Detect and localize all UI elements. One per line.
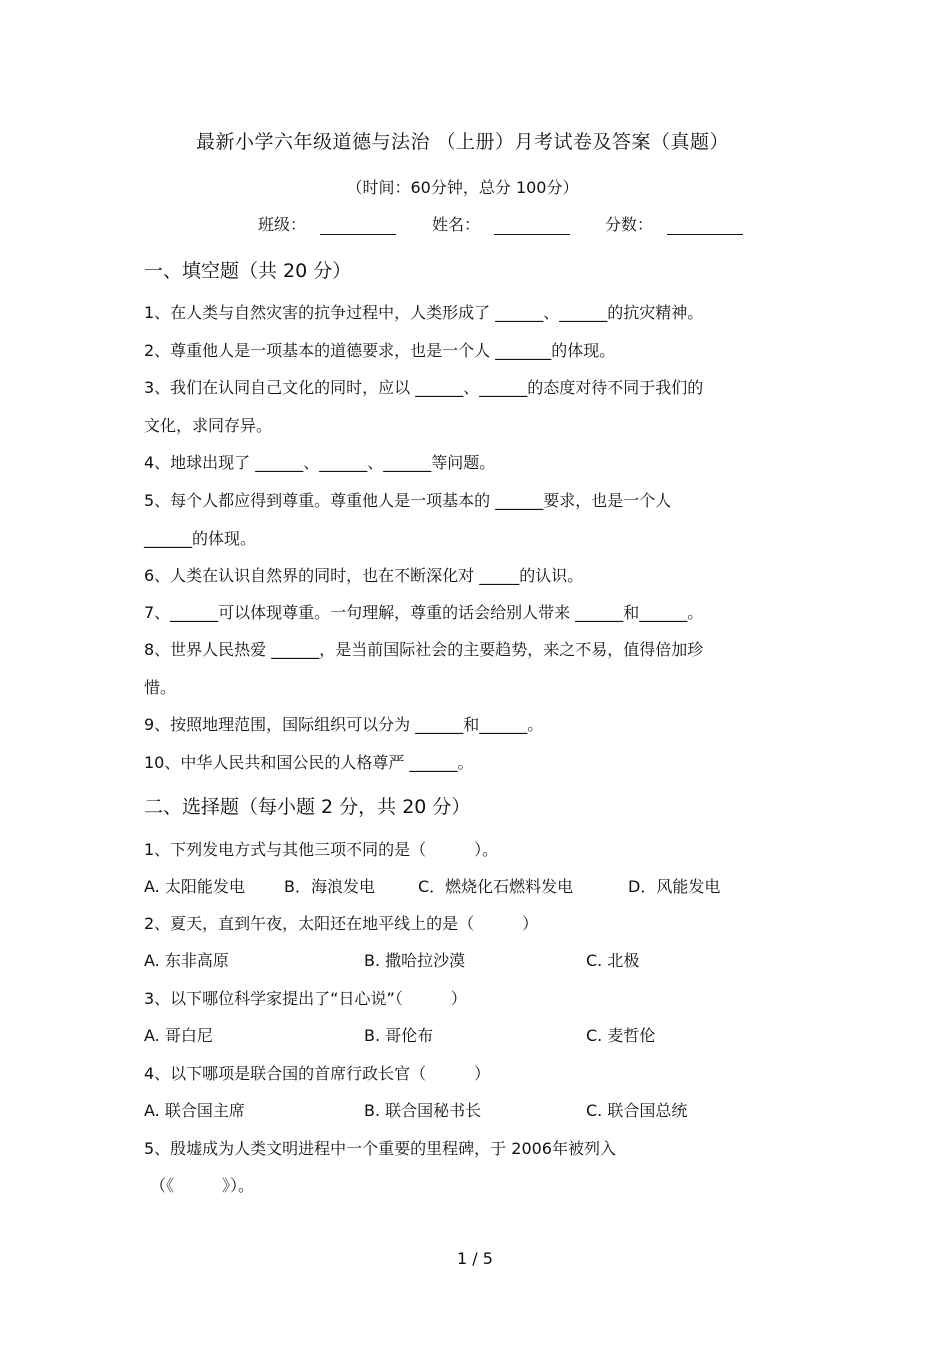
q3-option-c: C. 麦哲伦 [586, 1026, 656, 1045]
fill-question-2: 2、尊重他人是一项基本的道德要求，也是一个人 _______的体现。 [144, 341, 616, 360]
q2-option-b: B. 撒哈拉沙漠 [364, 951, 466, 970]
fill-question-7: 7、______可以体现尊重。一句理解，尊重的话会给别人带来 ______和______。 [144, 603, 704, 622]
fill-question-9: 9、按照地理范围，国际组织可以分为 ______和______。 [144, 715, 544, 734]
page-number: 1 / 5 [457, 1249, 493, 1268]
fill-question-8-cont: 惜。 [144, 678, 177, 697]
choice-question-3: 3、以下哪位科学家提出了“日心说”（ ） [144, 989, 467, 1008]
fill-question-3-cont: 文化，求同存异。 [144, 416, 273, 435]
choice-question-4: 4、以下哪项是联合国的首席行政长官（ ） [144, 1064, 491, 1083]
page-title: 最新小学六年级道德与法治 （上册）月考试卷及答案（真题） [195, 131, 730, 153]
name-blank [494, 216, 570, 235]
q1-option-c: C．燃烧化石燃料发电 [418, 877, 574, 896]
fill-question-4: 4、地球出现了 ______、______、______等问题。 [144, 453, 496, 472]
name-label: 姓名： [432, 215, 481, 234]
score-field [605, 212, 743, 235]
q1-option-d: D．风能发电 [628, 877, 721, 896]
q4-option-b: B. 联合国秘书长 [364, 1101, 482, 1120]
fill-question-6: 6、人类在认识自然界的同时，也在不断深化对 _____的认识。 [144, 566, 584, 585]
fill-question-1: 1、在人类与自然灾害的抗争过程中，人类形成了 ______、______的抗灾精神。 [144, 303, 704, 322]
q2-option-c: C. 北极 [586, 951, 640, 970]
class-label: 班级： [258, 215, 307, 234]
fill-question-5: 5、每个人都应得到尊重。尊重他人是一项基本的 ______要求，也是一个人 [144, 491, 672, 510]
fill-question-5-cont: ______的体现。 [144, 529, 257, 548]
fill-question-8: 8、世界人民热爱 ______，是当前国际社会的主要趋势，来之不易，值得倍加珍 [144, 640, 704, 659]
q3-option-a: A. 哥白尼 [144, 1026, 213, 1045]
choice-question-1: 1、下列发电方式与其他三项不同的是（ ）。 [144, 840, 499, 859]
q1-option-b: B．海浪发电 [284, 877, 375, 896]
student-info-row [0, 212, 950, 240]
fill-question-10: 10、中华人民共和国公民的人格尊严 ______。 [144, 753, 474, 772]
section-heading-choice: 二、选择题（每小题 2 分，共 20 分） [144, 796, 471, 818]
choice-question-5: 5、殷墟成为人类文明进程中一个重要的里程碑，于 2006年被列入 [144, 1139, 616, 1158]
choice-question-5-cont: （《 》）。 [150, 1176, 255, 1195]
fill-question-3: 3、我们在认同自己文化的同时，应以 ______、______的态度对待不同于我们的 [144, 378, 704, 397]
section-heading-fill-in: 一、填空题（共 20 分） [144, 260, 352, 282]
score-label: 分数： [605, 215, 654, 234]
q1-option-a: A. 太阳能发电 [144, 877, 245, 896]
class-blank [320, 216, 396, 235]
q4-option-a: A. 联合国主席 [144, 1101, 245, 1120]
name-field [432, 212, 570, 235]
q4-option-c: C. 联合国总统 [586, 1101, 688, 1120]
class-field [258, 212, 396, 235]
q2-option-a: A. 东非高原 [144, 951, 229, 970]
exam-time-info: （时间：60分钟，总分 100分） [346, 178, 579, 197]
choice-question-2: 2、夏天，直到午夜，太阳还在地平线上的是（ ） [144, 914, 539, 933]
q3-option-b: B. 哥伦布 [364, 1026, 434, 1045]
score-blank [667, 216, 743, 235]
